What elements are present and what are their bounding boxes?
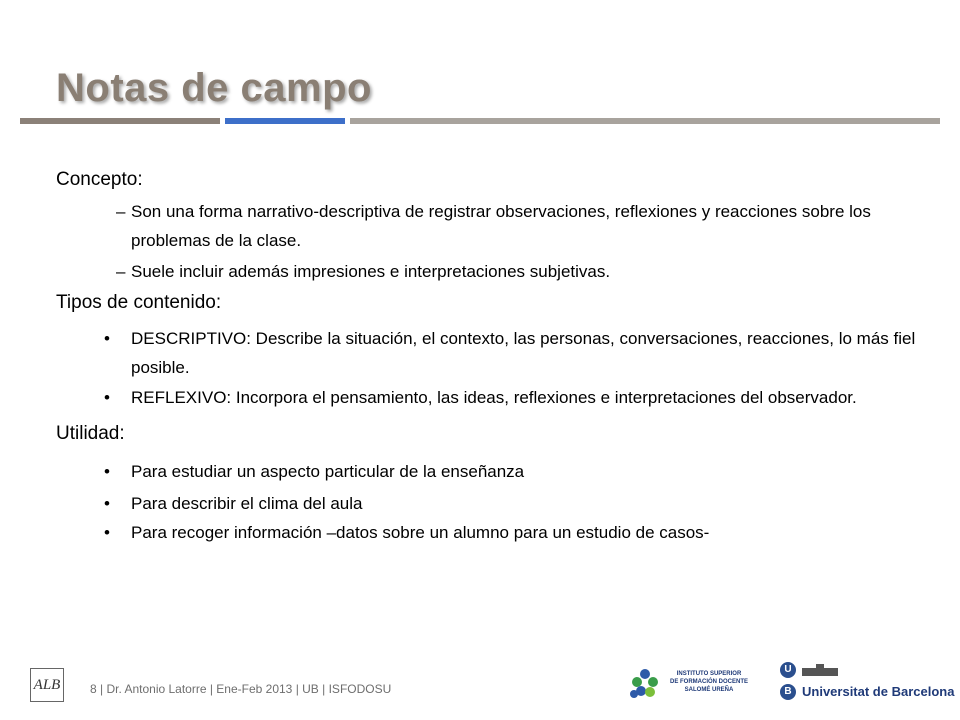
list-item-text: Para recoger información –datos sobre un alumno para un estudio de casos- (131, 523, 710, 542)
list-item-text: Para describir el clima del aula (131, 494, 363, 513)
list-item-text: Son una forma narrativo-descriptiva de registrar observaciones, reflexiones y reacciones sobre los problemas de la clase. (131, 202, 871, 250)
list-item (56, 324, 916, 382)
title-rule-left (20, 118, 220, 124)
list-item (56, 457, 916, 486)
list-item (56, 387, 916, 409)
bullet-marker: • (104, 388, 110, 407)
bullet-marker: • (104, 494, 110, 513)
list-item (56, 197, 916, 255)
isfodosu-logo (626, 658, 766, 706)
list-item (56, 489, 916, 518)
list-item-text: REFLEXIVO: Incorpora el pensamiento, las ideas, reflexiones e interpretaciones del observador. (131, 388, 857, 407)
dash-marker: – (116, 262, 126, 281)
isfodosu-name: INSTITUTO SUPERIOR DE FORMACIÓN DOCENTE SALOMÉ UREÑA (670, 671, 748, 693)
bullet-marker: • (104, 523, 110, 542)
list-item (56, 257, 916, 286)
list-item-text: Suele incluir además impresiones e interpretaciones subjetivas. (131, 262, 611, 281)
title-rule-middle (225, 118, 345, 124)
list-item (56, 518, 916, 547)
list-item-text: DESCRIPTIVO: Describe la situación, el contexto, las personas, conversaciones, reacciones, lo más fiel posible. (131, 329, 916, 377)
slide-content (56, 165, 916, 547)
list-item-text: Para estudiar un aspecto particular de la enseñanza (131, 462, 525, 481)
alb-logo: ALB (30, 668, 64, 702)
section-heading-utilidad: Utilidad: (56, 423, 125, 444)
ub-building-icon (802, 664, 838, 676)
bullet-marker: • (104, 462, 110, 481)
ub-u-icon: U (780, 662, 796, 678)
ub-logo (780, 662, 955, 706)
isfodosu-emblem-icon (626, 664, 664, 702)
footer-text: 8 | Dr. Antonio Latorre | Ene-Feb 2013 | UB | ISFODOSU (90, 682, 392, 696)
ub-name: Universitat de Barcelona (802, 684, 955, 699)
ub-b-icon: B (780, 684, 796, 700)
slide-title: Notas de campo (56, 66, 372, 110)
section-heading-tipos: Tipos de contenido: (56, 292, 222, 313)
title-rule-right (350, 118, 940, 124)
dash-marker: – (116, 202, 126, 221)
section-heading-concepto: Concepto: (56, 169, 143, 190)
bullet-marker: • (104, 329, 110, 348)
